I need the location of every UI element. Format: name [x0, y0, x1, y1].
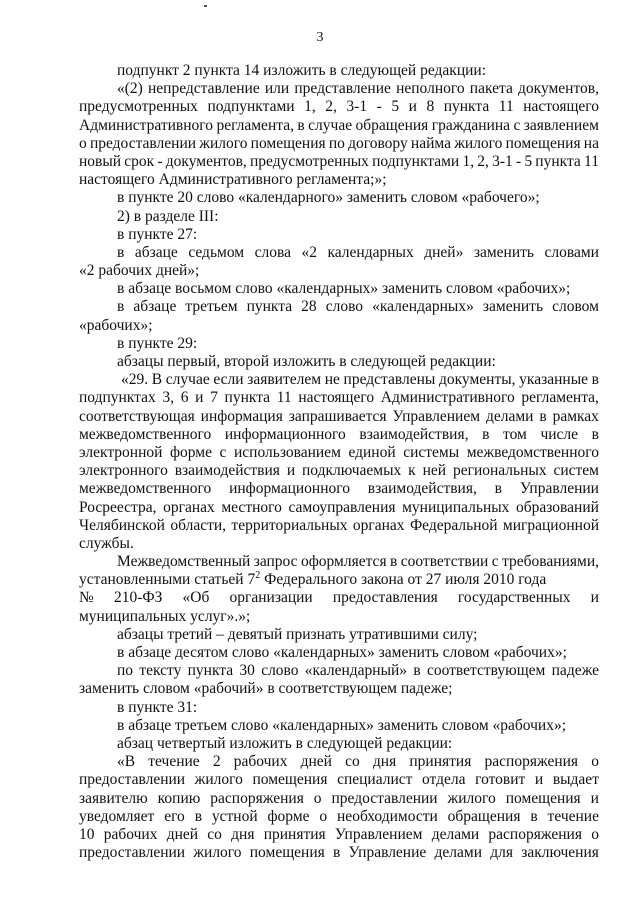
word: региональных [452, 462, 547, 480]
word: словом [552, 298, 599, 316]
text-line-justified [79, 499, 599, 517]
word: предусмотренных [249, 152, 369, 170]
word: заявлением [523, 116, 599, 134]
word: Управление [348, 844, 427, 862]
word: слова [254, 243, 291, 261]
word: необходимости [337, 807, 438, 825]
word: 3-1 [492, 152, 513, 170]
word: дней» [424, 243, 464, 261]
word: 10 [79, 825, 95, 843]
text-run: «рабочих»; [79, 316, 153, 334]
page-number: 3 [316, 30, 324, 45]
word: запрос [253, 553, 298, 571]
word: его [164, 807, 185, 825]
word: документы, [438, 371, 516, 389]
word: тексту [139, 662, 182, 680]
text-line [79, 208, 599, 226]
text-line [79, 353, 599, 371]
word: 11 [584, 152, 599, 170]
word: «(2) [117, 80, 143, 98]
word: с [513, 116, 521, 134]
word: помещения [250, 134, 326, 152]
word: жилого [194, 771, 243, 789]
text-line-justified [79, 808, 599, 826]
word: информационного [229, 480, 350, 498]
text-line-justified [79, 80, 599, 98]
word: систем [553, 462, 599, 480]
word: 30 [239, 662, 255, 680]
word: информация [200, 407, 283, 425]
word: единой [348, 443, 396, 461]
word: абзаце [134, 243, 178, 261]
word: настоящего [298, 389, 375, 407]
text-line-justified [79, 98, 599, 116]
word: ней [422, 462, 447, 480]
word: «календарный» [304, 662, 408, 680]
text-run: в абзаце восьмом слово «календарных» заменить словом «рабочих»; [117, 280, 571, 298]
word: жилого [193, 844, 242, 862]
text-line [79, 226, 599, 244]
word: - [515, 152, 522, 170]
word: соответствии [400, 553, 489, 571]
text-line-justified [79, 790, 599, 808]
word: и [590, 589, 599, 607]
text-run: абзац четвертый изложить в следующей редакции: [117, 734, 453, 752]
word: в [413, 662, 421, 680]
word: государственных [457, 589, 571, 607]
text-run: в пункте 31: [117, 698, 198, 716]
word: в [591, 371, 599, 389]
word: Межведомственный [117, 553, 251, 571]
text-run: «2 рабочих дней»; [79, 262, 200, 280]
word: дней [166, 825, 199, 843]
word: пункта [535, 152, 581, 170]
word: неполного [396, 80, 465, 98]
word: местного [221, 498, 282, 516]
word: в [539, 407, 547, 425]
word: - [376, 98, 382, 116]
word: в [390, 553, 398, 571]
word: В [151, 371, 163, 389]
word: оформляется [300, 553, 387, 571]
text-line [79, 171, 599, 189]
text-line [79, 62, 599, 80]
text-line-justified [79, 153, 599, 171]
word: информационного [224, 425, 346, 443]
word: обращения [447, 807, 521, 825]
word: для [490, 844, 514, 862]
text-run: в пункте 29: [117, 334, 198, 352]
word: падеже [551, 662, 599, 680]
word: взаимодействия, [359, 425, 469, 443]
word: готовит [475, 771, 526, 789]
word: и [195, 389, 204, 407]
word: если [213, 371, 244, 389]
text-run: заменить словом «рабочий» в соответствующем падеже; [79, 680, 453, 698]
word: слово [325, 298, 364, 316]
text-line-justified [79, 298, 599, 316]
superscript: 2 [255, 570, 261, 582]
word: образований [516, 498, 599, 516]
word: предоставлении [331, 789, 438, 807]
text-line [79, 608, 599, 626]
word: абзаце [133, 298, 177, 316]
text-run: абзацы третий – девятый признать утратившими силу; [117, 625, 478, 643]
word: рамках [552, 407, 599, 425]
text-run: службы. [79, 534, 134, 552]
text-line-justified [79, 771, 599, 789]
word: гражданина [431, 116, 510, 134]
word: 5 [391, 98, 400, 116]
word: договору [348, 134, 408, 152]
word: 11 [498, 98, 514, 116]
word: электронного [79, 462, 168, 480]
word: в [194, 807, 203, 825]
word: предоставления [332, 589, 438, 607]
word: делами [485, 407, 534, 425]
word: Росреестра, [79, 498, 157, 516]
word: заключения [521, 844, 599, 862]
word: седьмом [188, 243, 245, 261]
word: запрашивается [288, 407, 387, 425]
text-line [79, 626, 599, 644]
word: указанные [519, 371, 588, 389]
word: заменить [473, 243, 534, 261]
word: системы [403, 443, 460, 461]
word: календарных [327, 243, 414, 261]
word: соответствующем [426, 662, 546, 680]
word: слово [261, 662, 299, 680]
word: о [591, 753, 599, 771]
word: отдела [422, 771, 466, 789]
word: заменить [482, 298, 544, 316]
word: Челябинской [79, 516, 165, 534]
word: помещения [505, 789, 581, 807]
text-line-justified [79, 662, 599, 680]
word: числе [540, 425, 579, 443]
text-line [79, 189, 599, 207]
document-body [79, 62, 599, 862]
word: представлены [343, 371, 436, 389]
word: о [319, 807, 328, 825]
word: органах [163, 498, 215, 516]
word: 2, [477, 152, 489, 170]
word: дня [372, 753, 397, 771]
word: рабочих [233, 753, 288, 771]
word: выдает [552, 771, 599, 789]
word: непредставление [148, 80, 260, 98]
word: 7 [210, 389, 218, 407]
word: «Об [182, 589, 210, 607]
word: - [157, 152, 163, 170]
word: Управлением [392, 407, 481, 425]
word: и [534, 771, 544, 789]
word: случае [165, 371, 210, 389]
word: в [332, 844, 341, 862]
word: «В [117, 753, 136, 771]
word: словами [544, 243, 599, 261]
text-run: в пункте 27: [117, 225, 198, 243]
text-run: установленными статьей 7 [79, 571, 256, 589]
word: жилого [454, 134, 503, 152]
word: Административного [79, 116, 213, 134]
word: регламента, [521, 389, 599, 407]
word: пакета [469, 80, 513, 98]
word: 2 [212, 753, 221, 771]
word: 11 [276, 389, 292, 407]
text-line-justified [79, 753, 599, 771]
word: копию [157, 789, 201, 807]
word: заявителем [247, 371, 322, 389]
word: в [297, 116, 305, 134]
word: дня [231, 825, 255, 843]
word: подключаемых [302, 462, 402, 480]
text-line-justified [79, 589, 599, 607]
word: соответствующая [79, 407, 195, 425]
text-run: в абзаце десятом слово «календарных» заменить словом «рабочих»; [117, 644, 567, 661]
word: «календарных» [372, 298, 474, 316]
word: органах [352, 516, 405, 534]
text-run: в абзаце третьем слово «календарных» заменить словом «рабочих»; [117, 716, 567, 734]
text-run: 2) в разделе III: [117, 207, 219, 225]
text-line-justified [79, 517, 599, 535]
word: регламента, [216, 116, 294, 134]
word: пункта [187, 662, 234, 680]
word: о [313, 789, 322, 807]
word: 2, [325, 98, 337, 116]
word: в [482, 425, 490, 443]
word: самоуправления [288, 498, 396, 516]
word: устной [211, 807, 258, 825]
text-line-justified [79, 462, 599, 480]
text-line-justified [79, 389, 599, 407]
word: о [591, 825, 599, 843]
text-line [79, 262, 599, 280]
word: территориальных [231, 516, 348, 534]
word: с [219, 443, 227, 461]
word: пункта [224, 389, 271, 407]
word: 3-1 [346, 98, 368, 116]
word: форме [267, 807, 310, 825]
text-line-justified [79, 135, 599, 153]
word: межведомственного [79, 480, 212, 498]
word: уведомляет [79, 807, 155, 825]
text-line [79, 335, 599, 353]
text-run: настоящего Административного регламента;»; [79, 171, 387, 189]
word: делами [431, 825, 480, 843]
word: распоряжения [210, 789, 304, 807]
word: на [583, 134, 599, 152]
word: с [491, 553, 499, 571]
word: в [530, 807, 538, 825]
word: 8 [426, 98, 435, 116]
text-line [79, 280, 599, 298]
text-line [79, 699, 599, 717]
word: к [408, 462, 416, 480]
word: взаимодействия [174, 462, 280, 480]
word: и [286, 462, 296, 480]
word: межведомственного [466, 443, 599, 461]
text-line-justified [79, 117, 599, 135]
word: требованиями, [502, 553, 599, 571]
word: течение [547, 807, 599, 825]
text-run: муниципальных услуг».»; [79, 607, 251, 625]
word: в [117, 298, 125, 316]
text-line-justified [79, 844, 599, 862]
word: 210-ФЗ [113, 589, 163, 607]
word: и [590, 789, 599, 807]
text-line-justified [79, 480, 599, 498]
word: области, [170, 516, 227, 534]
word: делами [434, 844, 483, 862]
word: новый [79, 152, 122, 170]
text-line [79, 535, 599, 553]
word: настоящего [523, 98, 599, 116]
word: 1, [304, 98, 316, 116]
word: 1, [462, 152, 475, 170]
word: Управлением [334, 825, 423, 843]
text-line [79, 717, 599, 735]
text-line-justified [79, 244, 599, 262]
word: подпунктах [79, 389, 156, 407]
word: предоставлении [79, 844, 186, 862]
text-line-law-reference [79, 571, 599, 589]
word: предоставлении [89, 134, 197, 152]
word: в [117, 243, 125, 261]
word: со [345, 753, 360, 771]
text-run: Федерального закона от 27 июля 2010 года [260, 571, 547, 589]
word: со [207, 825, 222, 843]
word: «2 [301, 243, 317, 261]
word: взаимодействия, [367, 480, 477, 498]
word: использованием [234, 443, 341, 461]
word: принятия [409, 753, 472, 771]
word: муниципальных [402, 498, 510, 516]
word: Управлении [519, 480, 599, 498]
text-line-justified [79, 408, 599, 426]
word: жилого [199, 134, 248, 152]
word: рабочих [103, 825, 158, 843]
word: представление [294, 80, 391, 98]
word: пункта [246, 298, 293, 316]
word: третьем [185, 298, 238, 316]
word: документов, [165, 152, 247, 170]
word: № [79, 589, 94, 607]
word: случае [308, 116, 353, 134]
word: и [408, 98, 417, 116]
text-line-justified [79, 444, 599, 462]
word: документов, [518, 80, 599, 98]
word: помещения [505, 134, 581, 152]
word: «29. [121, 371, 149, 389]
word: специалист [337, 771, 413, 789]
word: заявителю [79, 789, 148, 807]
scan-artifact [204, 5, 207, 7]
word: или [264, 80, 290, 98]
word: течение [148, 753, 200, 771]
word: организации [229, 589, 313, 607]
word: электронной [79, 443, 163, 461]
word: Федеральной [409, 516, 498, 534]
text-line-justified [79, 371, 599, 389]
word: в [591, 425, 599, 443]
text-line [79, 644, 599, 662]
word: срок [124, 152, 155, 170]
text-line [79, 735, 599, 753]
word: жилого [447, 789, 496, 807]
text-line-justified [79, 826, 599, 844]
word: 5 [524, 152, 533, 170]
word: в [494, 480, 502, 498]
text-line [79, 317, 599, 335]
word: миграционной [502, 516, 599, 534]
word: пункта [443, 98, 490, 116]
word: по [117, 662, 134, 680]
word: не [324, 371, 340, 389]
word: обращения [355, 116, 429, 134]
word: дней [300, 753, 332, 771]
word: подпунктами [372, 152, 460, 170]
word: 3, [162, 389, 175, 407]
word: найма [410, 134, 451, 152]
word: помещения [252, 771, 328, 789]
word: форме [169, 443, 212, 461]
word: подпунктами [207, 98, 295, 116]
word: межведомственного [79, 425, 212, 443]
word: 28 [301, 298, 317, 316]
word: о [79, 134, 87, 152]
text-line-justified [79, 553, 599, 571]
text-line-justified [79, 426, 599, 444]
word: по [328, 134, 345, 152]
word: том [503, 425, 527, 443]
word: распоряжения [488, 825, 582, 843]
word: Административного [380, 389, 515, 407]
word: 6 [180, 389, 189, 407]
text-run: абзацы первый, второй изложить в следующей редакции: [117, 353, 496, 370]
text-run: в пункте 20 слово «календарного» заменить словом «рабочего»; [117, 189, 540, 207]
text-line [79, 680, 599, 698]
word: предоставлении [79, 771, 186, 789]
word: распоряжения [484, 753, 579, 771]
text-run: подпункт 2 пункта 14 изложить в следующей редакции: [117, 62, 487, 79]
word: предусмотренных [79, 98, 198, 116]
word: помещения [249, 844, 325, 862]
word: принятия [263, 825, 326, 843]
